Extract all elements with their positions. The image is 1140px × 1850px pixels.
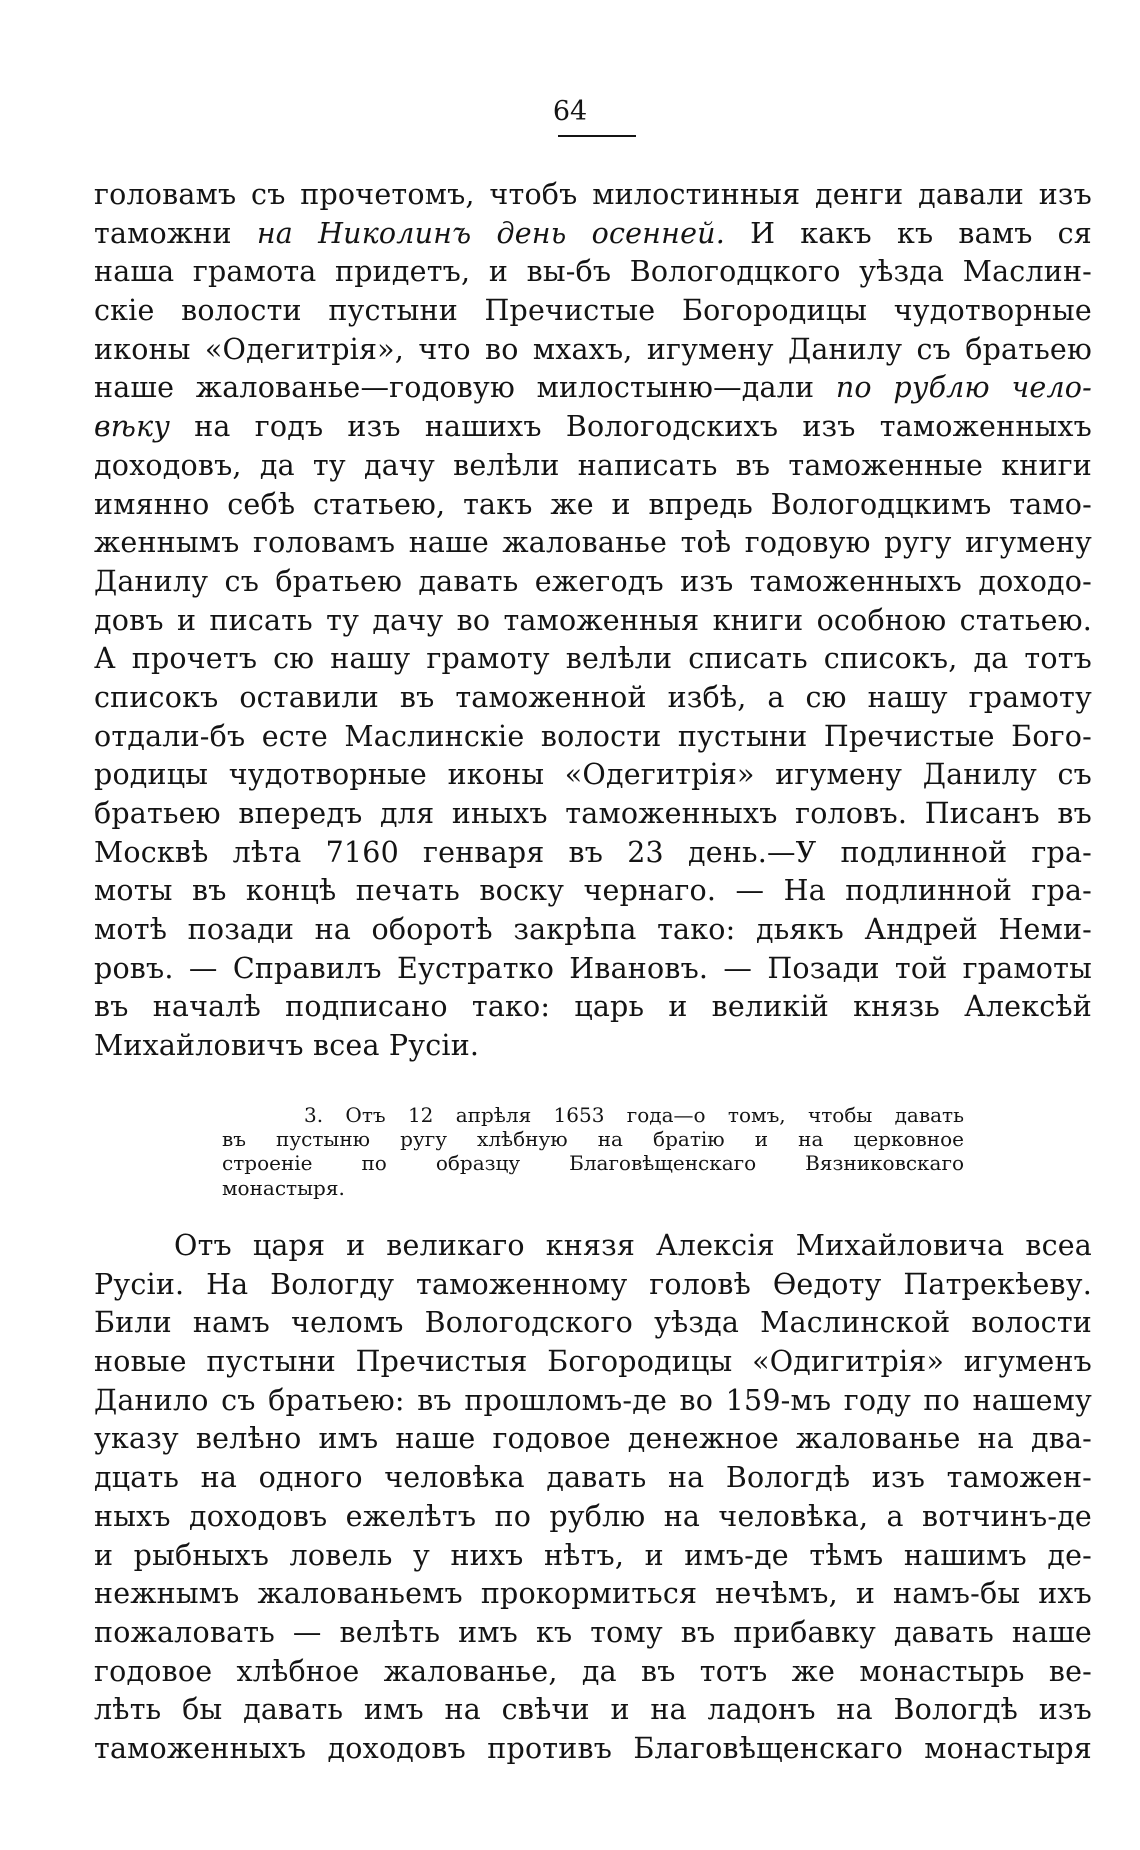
text-line: Данилу съ братьею давать ежегодъ изъ таможенныхъ доходо- [94, 564, 1092, 598]
italic-text: по рублю чело- [835, 371, 1092, 405]
text-line: дцать на одного человѣка давать на Вологдѣ изъ таможен- [94, 1461, 1092, 1495]
heading-line: 3. Отъ 12 апрѣля 1653 года—о томъ, чтобы давать [304, 1103, 964, 1127]
text-line: отдали-бъ есте Маслинскіе волости пустыни Пречистые Бого- [94, 719, 1092, 753]
text-line: братьею впередъ для иныхъ таможенныхъ головъ. Писанъ въ [94, 797, 1092, 830]
heading-line: въ пустыню ругу хлѣбную на братію и на церковное [222, 1127, 964, 1152]
text-line: довъ и писать ту дачу во таможенныя книги особною статьею. [94, 603, 1092, 637]
text-line: нежнымъ жалованьемъ прокормиться нечѣмъ, и намъ-бы ихъ [94, 1577, 1092, 1611]
text-line: Михайловичъ всеа Русіи. [94, 1029, 480, 1063]
text-line: Русіи. На Вологду таможенному головѣ Ѳедоту Патрекѣеву. [94, 1267, 1092, 1301]
text-line: головамъ съ прочетомъ, чтобъ милостинныя денги давали изъ [94, 178, 1092, 211]
text-line: родицы чудотворные иконы «Одегитрія» игумену Данилу съ [94, 758, 1092, 792]
text-line: мотѣ позади на оборотѣ закрѣпа тако: дьякъ Андрей Неми- [94, 913, 1092, 947]
text-line: новые пустыни Пречистыя Богородицы «Одигитрія» игуменъ [94, 1345, 1092, 1379]
text-line: пожаловать — велѣть имъ къ тому въ прибавку давать наше [94, 1615, 1092, 1649]
page-number-rule [558, 135, 636, 137]
text-line: таможенныхъ доходовъ противъ Благовѣщенскаго монастыря [94, 1731, 1092, 1765]
text-line: лѣть бы давать имъ на свѣчи и на ладонъ на Вологдѣ изъ [94, 1693, 1092, 1727]
text-line: годовое хлѣбное жалованье, да въ тотъ же монастырь ве- [94, 1654, 1092, 1688]
text-line: женнымъ головамъ наше жалованье тоѣ годовую ругу игумену [94, 526, 1092, 560]
paragraph-2 [94, 1227, 1092, 1769]
text-line: Отъ царя и великаго князя Алексія Михайловича всеа [174, 1229, 1092, 1262]
page-number: 64 [552, 96, 588, 127]
text-line: доходовъ, да ту дачу велѣли написать въ таможенные книги [94, 448, 1092, 482]
text-line: ровъ. — Справилъ Еустратко Ивановъ. — Позади той грамоты [94, 951, 1092, 985]
text-line: имянно себѣ статьею, такъ же и впредь Вологодцкимъ тамо- [94, 487, 1092, 521]
heading-line: монастыря. [222, 1175, 345, 1200]
text-line: наше жалованье—годовую милостыню—дали по рублю чело- [94, 371, 1092, 405]
text-line: наша грамота придетъ, и вы-бъ Вологодцкого уѣзда Маслин- [94, 255, 1092, 289]
text-line: иконы «Одегитрія», что во мхахъ, игумену Данилу съ братьею [94, 332, 1092, 366]
text-line: Данило съ братьею: въ прошломъ-де во 159-мъ году по нашему [94, 1383, 1092, 1417]
text-line: ныхъ доходовъ ежелѣтъ по рублю на человѣка, а вотчинъ-де [94, 1499, 1092, 1533]
text-line: Москвѣ лѣта 7160 генваря въ 23 день.—У подлинной гра- [94, 835, 1092, 869]
text-line: Били намъ челомъ Вологодского уѣзда Маслинской волости [94, 1306, 1092, 1340]
text-line: вѣку на годъ изъ нашихъ Вологодскихъ изъ таможенныхъ [94, 410, 1092, 444]
section-heading [222, 1103, 964, 1200]
italic-text: на Николинъ день осенней. [256, 216, 725, 250]
text-line: въ началѣ подписано тако: царь и великій князь Алексѣй [94, 990, 1092, 1024]
text-line: скіе волости пустыни Пречистые Богородицы чудотворные [94, 294, 1092, 328]
paragraph-1 [94, 176, 1092, 1066]
text-line: указу велѣно имъ наше годовое денежное жалованье на два- [94, 1422, 1092, 1456]
text-line: А прочетъ сю нашу грамоту велѣли списать списокъ, да тотъ [94, 642, 1092, 676]
text-line: таможни на Николинъ день осенней. И какъ къ вамъ ся [94, 216, 1092, 250]
text-line: и рыбныхъ ловель у нихъ нѣтъ, и имъ-де тѣмъ нашимъ де- [94, 1538, 1092, 1572]
text-line: списокъ оставили въ таможенной избѣ, а сю нашу грамоту [94, 680, 1092, 714]
text-line: моты въ концѣ печать воску чернаго. — На подлинной гра- [94, 874, 1092, 908]
heading-line: строеніе по образцу Благовѣщенскаго Вязниковскаго [222, 1151, 964, 1176]
italic-text: вѣку [94, 410, 171, 444]
